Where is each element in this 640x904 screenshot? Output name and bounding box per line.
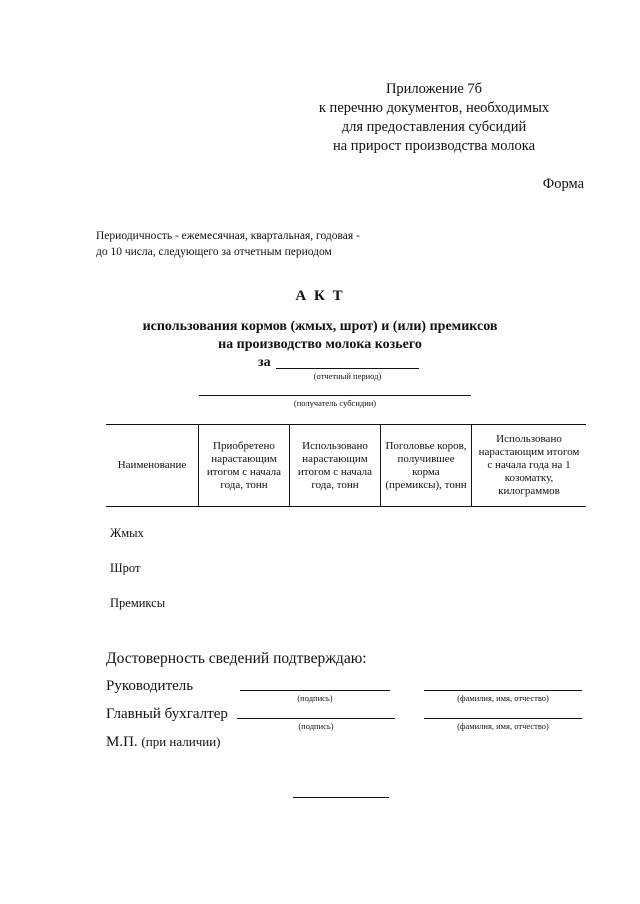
periodicity-line: до 10 числа, следующего за отчетным периодом <box>96 246 332 258</box>
accountant-name-caption: (фамилия, имя, отчество) <box>457 721 549 731</box>
document-subtitle <box>0 318 640 354</box>
period-for-label: за <box>258 355 271 370</box>
appendix-header <box>284 80 584 156</box>
accountant-signature-caption: (подпись) <box>298 721 334 731</box>
col-header-used: Использовано нарастающим итогом с начала года, тонн <box>290 425 381 507</box>
periodicity-line: Периодичность - ежемесячная, квартальная, годовая - <box>96 230 360 242</box>
table-header-row <box>106 425 586 507</box>
appendix-line: для предоставления субсидий <box>341 119 527 135</box>
document-title: А К Т <box>295 288 345 304</box>
head-signature-caption: (подпись) <box>297 693 333 703</box>
periodicity-note <box>96 228 360 260</box>
appendix-line: на прирост производства молока <box>332 138 536 154</box>
confirmation-statement: Достоверность сведений подтверждаю: <box>106 650 367 667</box>
head-label: Руководитель <box>106 678 194 694</box>
recipient-field-line[interactable] <box>199 395 471 396</box>
head-name-caption: (фамилия, имя, отчество) <box>457 693 549 703</box>
col-header-used-per-goat: Использовано нарастающим итогом с начала года на 1 козоматку, килограммов <box>472 425 587 507</box>
subtitle-line: на производство молока козьего <box>218 337 422 352</box>
col-header-name: Наименование <box>106 425 199 507</box>
head-name-line[interactable] <box>424 690 582 691</box>
stamp-label: М.П. <box>106 734 138 750</box>
accountant-signature-line[interactable] <box>237 718 395 719</box>
form-label: Форма <box>542 176 584 192</box>
appendix-line: Приложение 7б <box>385 81 483 97</box>
head-signature-line[interactable] <box>240 690 390 691</box>
appendix-line: к перечню документов, необходимых <box>318 100 550 116</box>
recipient-caption: (получатель субсидии) <box>293 398 377 408</box>
subtitle-line: использования кормов (жмых, шрот) и (или) премиксов <box>142 319 498 334</box>
period-field-line[interactable] <box>276 368 419 369</box>
period-caption: (отчетный период) <box>313 371 382 381</box>
table-row-label: Жмых <box>110 526 144 540</box>
col-header-purchased: Приобретено нарастающим итогом с начала года, тонн <box>199 425 290 507</box>
accountant-name-line[interactable] <box>424 718 582 719</box>
stamp-note: (при наличии) <box>141 734 221 749</box>
col-header-livestock: Поголовье коров, получившее корма (премиксы), тонн <box>381 425 472 507</box>
stamp-place <box>106 734 220 751</box>
feed-usage-table <box>106 424 586 507</box>
footer-divider <box>293 797 389 798</box>
accountant-label: Главный бухгалтер <box>106 706 228 722</box>
table-row-label: Премиксы <box>110 596 166 610</box>
table-row-label: Шрот <box>110 561 141 575</box>
